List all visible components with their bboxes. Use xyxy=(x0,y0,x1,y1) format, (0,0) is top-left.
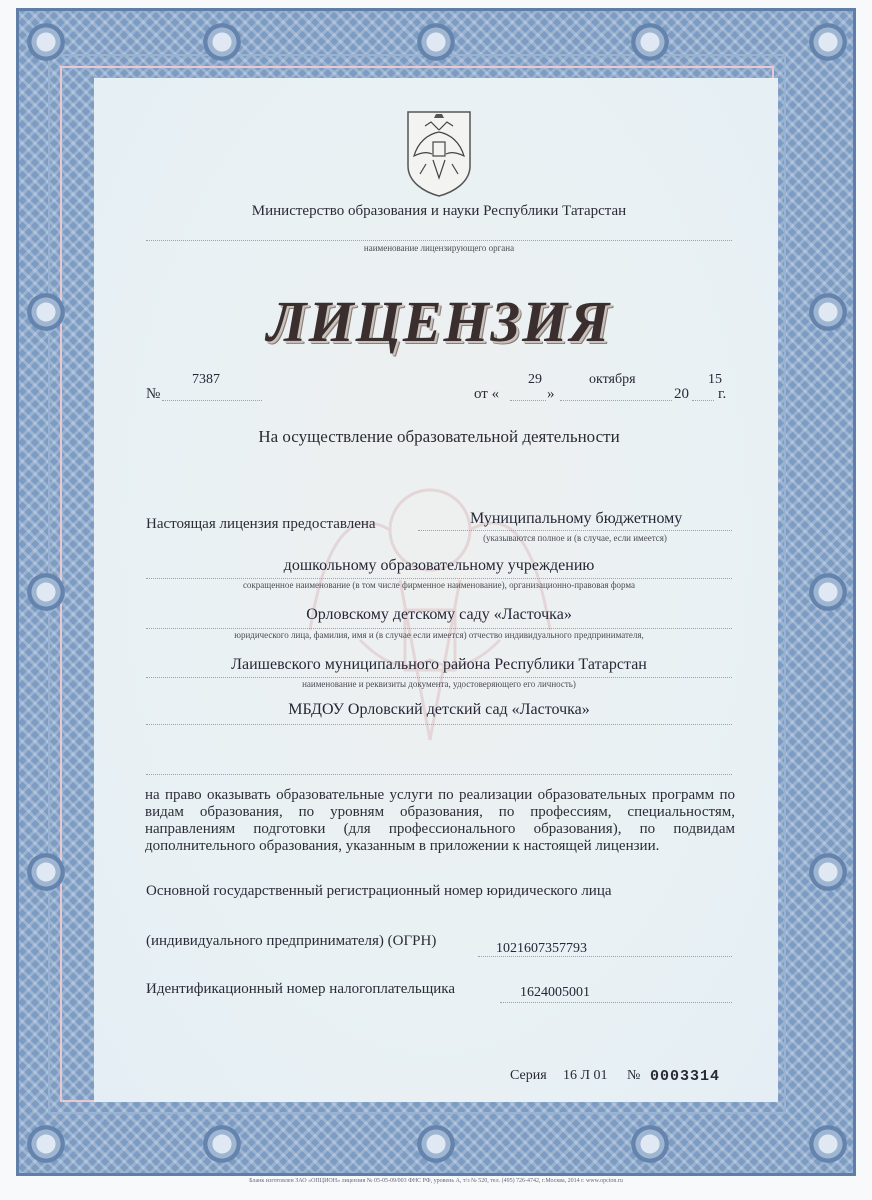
license-number: 7387 xyxy=(192,372,220,387)
grantee-line-1: Муниципальному бюджетному xyxy=(470,510,683,527)
grantee-underline-5 xyxy=(146,724,732,725)
inn-underline xyxy=(500,1002,732,1003)
ornament-icon xyxy=(200,20,244,64)
ornament-icon xyxy=(806,20,850,64)
ornament-icon xyxy=(628,1122,672,1166)
series-value: 16 Л 01 xyxy=(563,1068,608,1083)
grantee-caption-1: (указываются полное и (в случае, если имеется) xyxy=(483,533,667,543)
ornament-icon xyxy=(24,570,68,614)
ogrn-label-2: (индивидуального предпринимателя) (ОГРН) xyxy=(146,933,437,949)
grantee-caption-2: сокращенное наименование (в том числе фирменное наименование), организационно-правовая форма xyxy=(242,580,636,590)
grantee-line-2: дошкольному образовательному учреждению xyxy=(283,557,595,574)
ornament-icon xyxy=(806,850,850,894)
ornament-icon xyxy=(414,1122,458,1166)
printer-footer: Бланк изготовлен ЗАО «ОПЦИОН» лицензия № 05-05-09/003 ФНС РФ, уровень А, т/з № 520, тел. (495) 726-4742, г.Москва, 2014 г. www.opcion.ru xyxy=(249,1178,623,1184)
ornament-icon xyxy=(24,290,68,334)
grantee-underline-1 xyxy=(418,530,732,531)
license-purpose: На осуществление образовательной деятельности xyxy=(258,427,620,446)
ornament-icon xyxy=(414,20,458,64)
coat-of-arms-icon xyxy=(404,108,474,198)
grantee-underline-3 xyxy=(146,628,732,629)
series-number: 0003314 xyxy=(650,1068,721,1085)
rights-paragraph: на право оказывать образовательные услуги по реализации образовательных программ по видам образования, по уровням образования, по профессиям, специальностям, направлениям подготовки (для профессионального образования), по подвидам дополнительного образования, указанным в приложении к настоящей лицензии. xyxy=(145,787,735,854)
series-number-label: № xyxy=(627,1068,641,1083)
grantee-underline-2 xyxy=(146,578,732,579)
grantee-underline-4 xyxy=(146,677,732,678)
ministry-underline xyxy=(146,240,732,241)
ornament-icon xyxy=(806,290,850,334)
date-day: 29 xyxy=(528,372,542,387)
date-year: 15 xyxy=(708,372,722,387)
grantee-underline-6 xyxy=(146,774,732,775)
date-from-label: от « xyxy=(474,386,500,402)
series-label: Серия xyxy=(510,1068,547,1083)
inn-value: 1624005001 xyxy=(520,985,590,1000)
inn-label: Идентификационный номер налогоплательщика xyxy=(146,981,456,997)
day-underline xyxy=(510,400,546,401)
ogrn-underline xyxy=(478,956,732,957)
document-title: ЛИЦЕНЗИЯ xyxy=(266,289,612,354)
ornament-icon xyxy=(806,570,850,614)
grantee-line-4: Лаишевского муниципального района Республики Татарстан xyxy=(231,656,647,673)
ornament-icon xyxy=(24,20,68,64)
year-underline xyxy=(692,400,714,401)
number-label: № xyxy=(146,386,161,402)
ornament-icon xyxy=(24,850,68,894)
date-quote-close: » xyxy=(547,386,555,402)
grantee-caption-3: юридического лица, фамилия, имя и (в случае если имеется) отчество индивидуального предпринимателя, xyxy=(234,630,644,640)
ornament-icon xyxy=(628,20,672,64)
grantee-line-3: Орловскому детскому саду «Ласточка» xyxy=(306,606,572,623)
month-underline xyxy=(560,400,672,401)
ornament-icon xyxy=(200,1122,244,1166)
ministry-name: Министерство образования и науки Республики Татарстан xyxy=(251,203,627,219)
ministry-caption: наименование лицензирующего органа xyxy=(363,243,515,253)
year-suffix: г. xyxy=(718,386,727,402)
ogrn-label-1: Основной государственный регистрационный номер юридического лица xyxy=(146,883,612,899)
date-month: октября xyxy=(589,372,636,387)
ornament-icon xyxy=(24,1122,68,1166)
year-prefix: 20 xyxy=(674,386,689,402)
grantee-lead: Настоящая лицензия предоставлена xyxy=(146,516,376,532)
ornament-icon xyxy=(806,1122,850,1166)
grantee-caption-4: наименование и реквизиты документа, удостоверяющего его личность) xyxy=(302,679,576,689)
grantee-line-5: МБДОУ Орловский детский сад «Ласточка» xyxy=(288,701,590,718)
ogrn-value: 1021607357793 xyxy=(496,941,587,956)
number-underline xyxy=(162,400,262,401)
